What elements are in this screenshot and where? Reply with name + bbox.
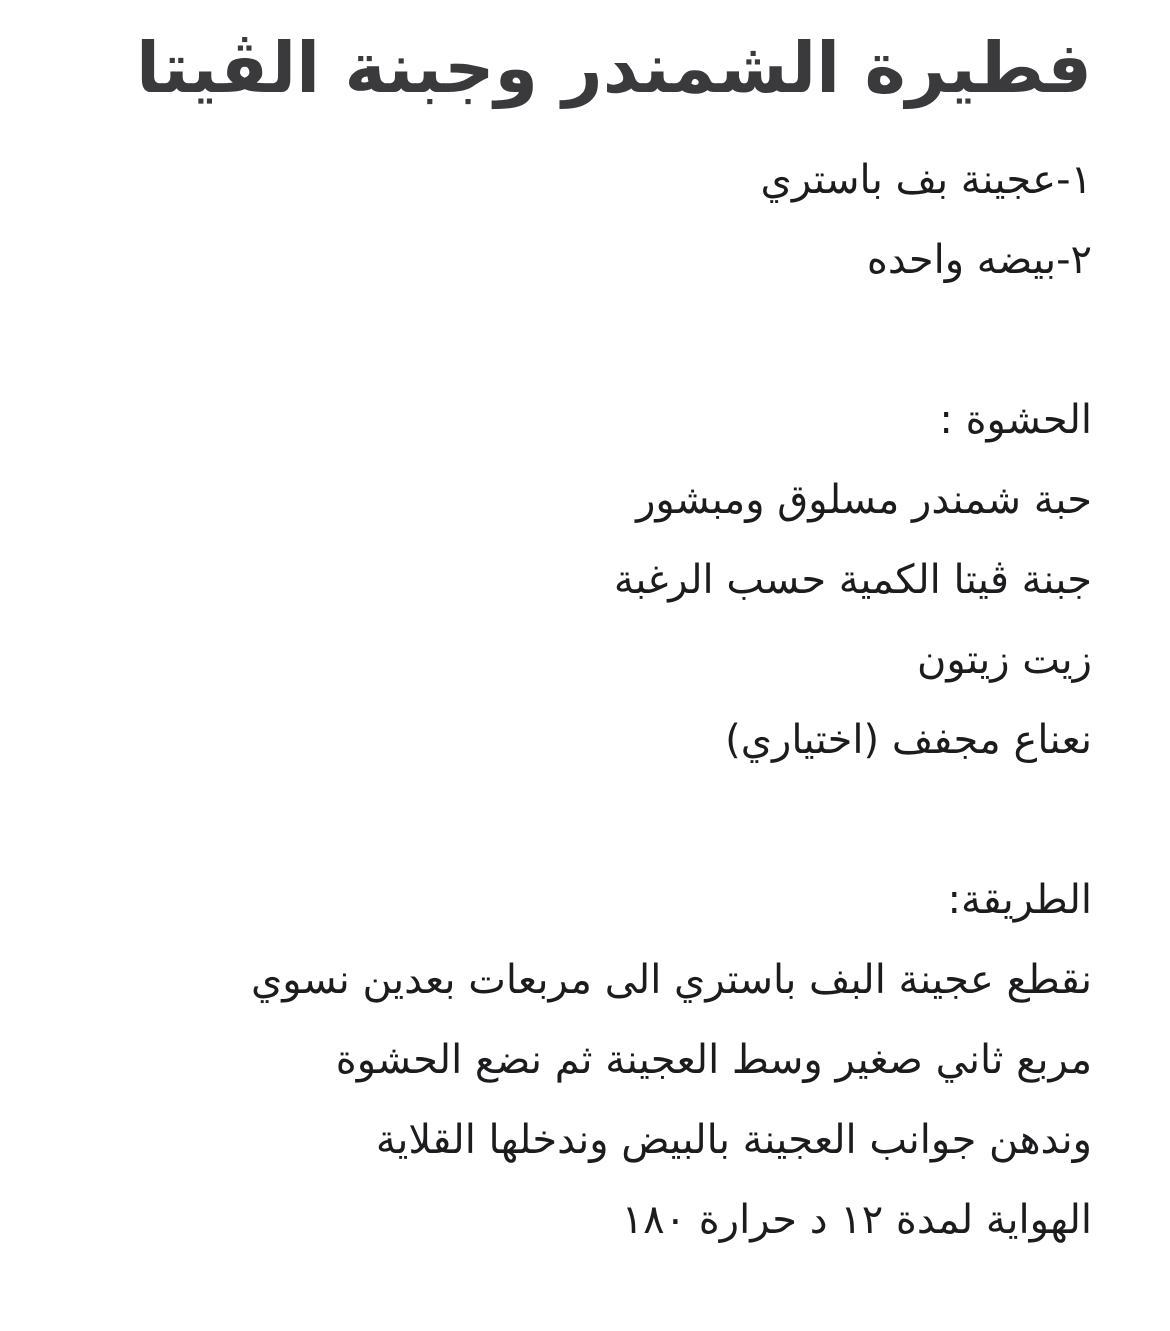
- ingredient-line: ٢-بيضه واحده: [866, 237, 1092, 283]
- blank-line: [60, 300, 1092, 380]
- filling-heading: الحشوة :: [939, 397, 1092, 443]
- method-line: مربع ثاني صغير وسط العجينة ثم نضع الحشوة: [335, 1037, 1092, 1083]
- recipe-title: فطيرة الشمندر وجبنة الڤيتا: [136, 27, 1092, 109]
- filling-line: جبنة ڤيتا الكمية حسب الرغبة: [613, 557, 1092, 603]
- filling-line: حبة شمندر مسلوق ومبشور: [636, 477, 1092, 523]
- filling-line: نعناع مجفف (اختياري): [725, 717, 1092, 763]
- method-line: نقطع عجينة البف باستري الى مربعات بعدين نسوي: [250, 957, 1092, 1003]
- filling-line: زيت زيتون: [917, 637, 1092, 683]
- method-line: الهواية لمدة ١٢ د حرارة ١٨٠: [621, 1197, 1092, 1243]
- blank-line: [60, 780, 1092, 860]
- ingredient-line: ١-عجينة بف باستري: [760, 157, 1092, 203]
- method-line: وندهن جوانب العجينة بالبيض وندخلها القلاية: [375, 1117, 1092, 1163]
- method-heading: الطريقة:: [947, 877, 1092, 923]
